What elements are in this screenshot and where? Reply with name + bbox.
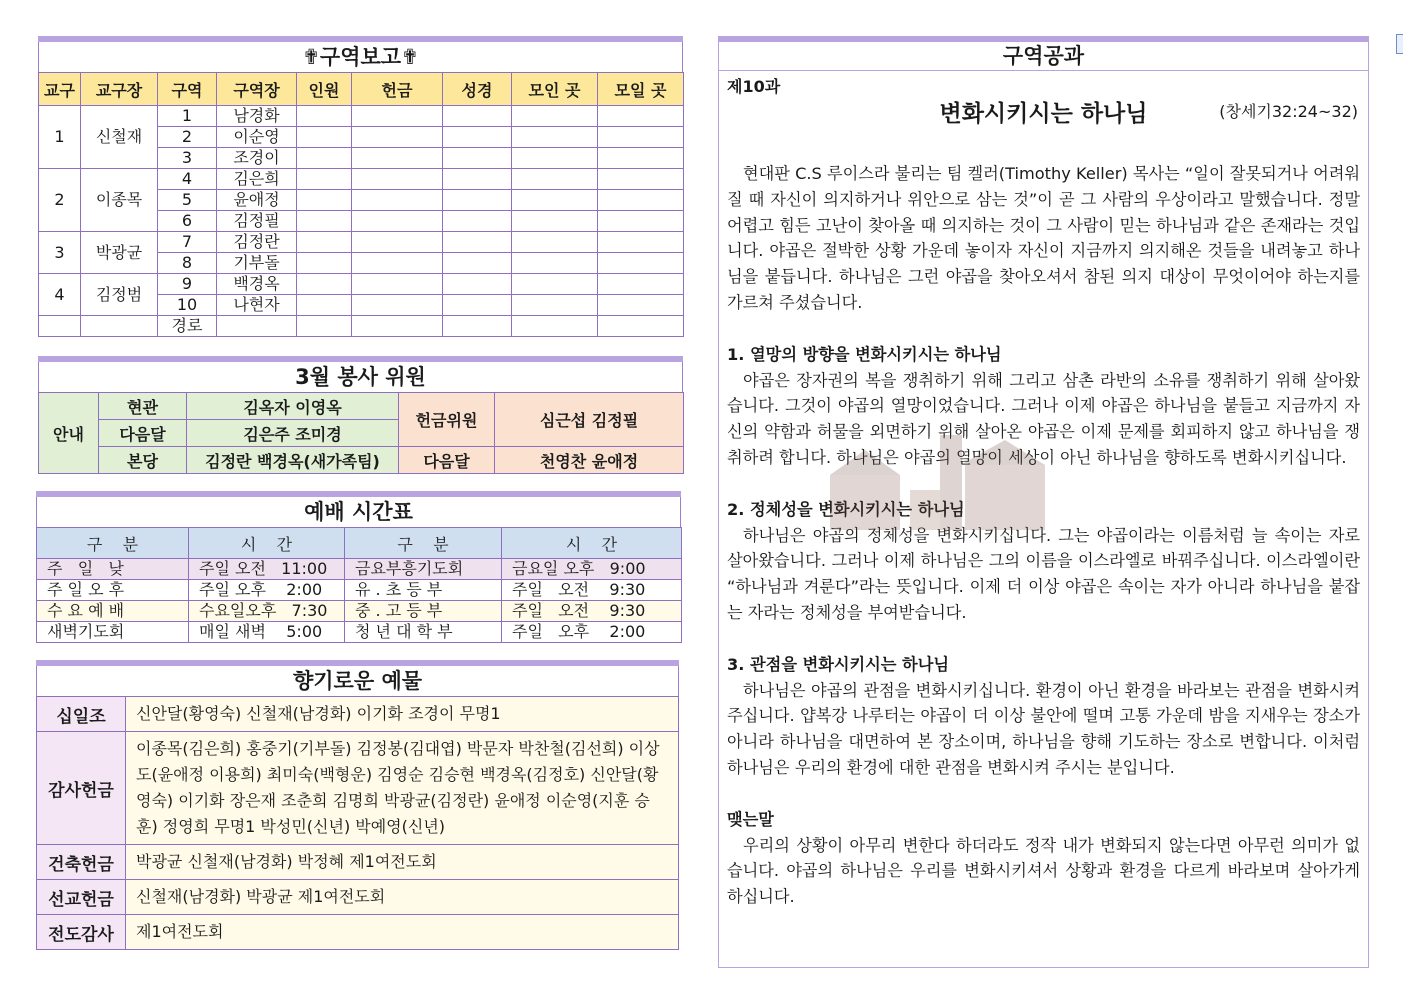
offering-type-label: 선교헌금 [37,880,126,915]
empty-entry-cell[interactable] [352,169,443,190]
schedule-title: 예배 시간표 [36,497,681,527]
offering-type-label: 건축헌금 [37,845,126,880]
district-number-cell: 7 [158,232,217,253]
empty-entry-cell[interactable] [443,148,512,169]
names-cell: 김옥자 이영옥 [187,393,399,420]
lesson-title: 변화시키시는 하나님 [939,101,1148,127]
empty-entry-cell[interactable] [598,148,684,169]
next-label: 다음달 [399,447,495,474]
offering-names: 제1여전도회 [126,915,679,950]
offering-type-label: 전도감사 [37,915,126,950]
empty-entry-cell[interactable] [297,253,352,274]
table-row [39,232,684,253]
empty-entry-cell[interactable] [352,232,443,253]
empty-entry-cell[interactable] [352,106,443,127]
empty-entry-cell[interactable] [443,316,512,337]
column-header: 모일 곳 [598,73,684,106]
district-number-cell: 10 [158,295,217,316]
offering-names: 신철재(남경화) 박광균 제1여전도회 [126,880,679,915]
table-row [37,559,682,580]
empty-entry-cell[interactable] [598,295,684,316]
empty-entry-cell[interactable] [297,190,352,211]
schedule-cell: 주 일 오 후 [37,580,189,601]
schedule-table [36,527,682,643]
district-report-table [38,72,684,337]
empty-entry-cell[interactable] [443,274,512,295]
empty-entry-cell[interactable] [512,232,598,253]
column-header: 모인 곳 [512,73,598,106]
district-leader-cell: 김은희 [217,169,297,190]
schedule-cell: 금요일 오후 9:00 [502,559,682,580]
empty-cell [39,316,81,337]
district-leader-cell: 조경이 [217,148,297,169]
table-row [37,880,679,915]
lesson-panel [718,36,1369,968]
schedule-section [36,491,681,643]
table-row [37,732,679,845]
offering-type-label: 감사헌금 [37,732,126,845]
column-header: 교구 [39,73,81,106]
empty-entry-cell[interactable] [352,211,443,232]
table-row [37,915,679,950]
district-leader-cell: 백경옥 [217,274,297,295]
empty-entry-cell[interactable] [512,148,598,169]
district-leader-cell: 남경화 [217,106,297,127]
lesson-header: 구역공과 [719,42,1368,71]
column-header: 구역장 [217,73,297,106]
place-cell: 본당 [99,447,187,474]
empty-entry-cell[interactable] [352,190,443,211]
lesson-number: 제10과 [727,77,781,96]
empty-entry-cell[interactable] [443,295,512,316]
empty-entry-cell[interactable] [598,127,684,148]
district-report-title: ✟구역보고✟ [38,42,683,72]
district-number-cell: 2 [158,127,217,148]
schedule-cell: 새벽기도회 [37,622,189,643]
volunteers-section [38,356,683,474]
parish-leader-cell: 신철재 [81,106,158,169]
empty-entry-cell[interactable] [598,106,684,127]
empty-entry-cell[interactable] [512,190,598,211]
empty-entry-cell[interactable] [297,127,352,148]
schedule-cell: 청 년 대 학 부 [345,622,502,643]
empty-entry-cell[interactable] [598,253,684,274]
district-number-cell: 1 [158,106,217,127]
schedule-cell: 주 일 낮 [37,559,189,580]
district-leader-cell: 기부돌 [217,253,297,274]
parish-cell: 3 [39,232,81,274]
section-text: 하나님은 야곱의 정체성을 변화시키십니다. 그는 야곱이라는 이름처럼 늘 속이는 자로 살아왔습니다. 그러나 이제 하나님은 그의 이름을 이스라엘로 바꿔주십니다. 이스라엘이란 “하나님과 겨룬다”라는 뜻입니다. 이제 더 이상 야곱은 속이는 자가 아니라 하나님을 붙잡는 자라는 정체성을 부여받습니다. [727,525,1360,622]
empty-entry-cell[interactable] [512,211,598,232]
empty-entry-cell[interactable] [352,316,443,337]
district-leader-cell: 윤애정 [217,190,297,211]
empty-entry-cell[interactable] [352,148,443,169]
elder-label-cell: 경로 [158,316,217,337]
section-heading: 맺는말 [727,809,774,829]
schedule-cell: 유 . 초 등 부 [345,580,502,601]
scripture-reference: (창세기32:24~32) [1219,102,1358,121]
table-row [37,845,679,880]
column-header: 구 분 [37,528,189,559]
empty-entry-cell[interactable] [512,295,598,316]
empty-entry-cell[interactable] [598,211,684,232]
column-header: 성경 [443,73,512,106]
district-leader-cell: 나현자 [217,295,297,316]
empty-entry-cell[interactable] [352,274,443,295]
district-number-cell: 8 [158,253,217,274]
section-text: 우리의 상황이 아무리 변한다 하더라도 정작 내가 변화되지 않는다면 아무런 의미가 없습니다. 야곱의 하나님은 우리를 변화시키셔서 상황과 환경을 다르게 바라보며 살아가게 하십니다. [727,835,1360,907]
empty-entry-cell[interactable] [352,127,443,148]
empty-entry-cell[interactable] [352,295,443,316]
empty-entry-cell[interactable] [297,316,352,337]
empty-entry-cell[interactable] [352,253,443,274]
empty-entry-cell[interactable] [297,211,352,232]
table-row [37,601,682,622]
section-heading: 2. 정체성을 변화시키시는 하나님 [727,499,965,519]
schedule-cell: 금요부흥기도회 [345,559,502,580]
empty-entry-cell[interactable] [598,274,684,295]
offering-type-label: 십일조 [37,697,126,732]
empty-entry-cell[interactable] [512,316,598,337]
empty-cell [81,316,158,337]
section-heading: 3. 관점을 변화시키시는 하나님 [727,654,949,674]
district-number-cell: 3 [158,148,217,169]
empty-entry-cell[interactable] [598,169,684,190]
column-header: 헌금 [352,73,443,106]
volunteers-table [38,392,684,474]
table-row [39,169,684,190]
empty-entry-cell[interactable] [217,316,297,337]
empty-entry-cell[interactable] [512,106,598,127]
offerings-section [36,660,679,950]
empty-entry-cell[interactable] [443,190,512,211]
empty-entry-cell[interactable] [297,274,352,295]
district-number-cell: 5 [158,190,217,211]
offering-names: 박광균 신철재(남경화) 박정혜 제1여전도회 [126,845,679,880]
table-row [37,697,679,732]
volunteers-title: 3월 봉사 위원 [38,362,683,392]
column-header: 시 간 [189,528,345,559]
section-heading: 1. 열망의 방향을 변화시키시는 하나님 [727,344,1002,364]
column-header: 구역 [158,73,217,106]
empty-entry-cell[interactable] [297,106,352,127]
parish-leader-cell: 박광균 [81,232,158,274]
page-edge-indicator [1396,34,1403,54]
schedule-cell: 수 요 예 배 [37,601,189,622]
parish-cell: 4 [39,274,81,316]
district-number-cell: 6 [158,211,217,232]
section-text: 야곱은 장자권의 복을 쟁취하기 위해 그리고 삼촌 라반의 소유를 쟁취하기 위해 살아왔습니다. 그것이 야곱의 열망이었습니다. 그러나 이제 야곱은 하나님을 붙들고 지금까지 자신의 약함과 허물을 외면하기 위해 살아온 야곱은 이제 문제를 회피하지 않고 하나님을 쟁취하려 합니다. 하나님은 야곱의 열망이 세상이 아닌 하나님을 향하도록 변화시키십니다. [727,370,1360,467]
offering-label: 헌금위원 [399,393,495,447]
offering-names: 심근섭 김정필 [495,393,684,447]
district-number-cell: 9 [158,274,217,295]
table-row [37,622,682,643]
lesson-body [727,161,1360,910]
empty-entry-cell[interactable] [598,232,684,253]
schedule-cell: 주일 오전 9:30 [502,580,682,601]
column-header: 교구장 [81,73,158,106]
district-number-cell: 4 [158,169,217,190]
table-row [39,316,684,337]
empty-entry-cell[interactable] [443,169,512,190]
empty-entry-cell[interactable] [297,295,352,316]
place-cell: 현관 [99,393,187,420]
schedule-cell: 주일 오전 11:00 [189,559,345,580]
guide-label: 안내 [39,393,99,474]
column-header: 인원 [297,73,352,106]
parish-leader-cell: 이종목 [81,169,158,232]
empty-entry-cell[interactable] [598,190,684,211]
schedule-cell: 수요일오후 7:30 [189,601,345,622]
column-header: 구 분 [345,528,502,559]
table-row [39,274,684,295]
empty-entry-cell[interactable] [598,316,684,337]
parish-leader-cell: 김정범 [81,274,158,316]
empty-entry-cell[interactable] [297,148,352,169]
parish-cell: 1 [39,106,81,169]
district-leader-cell: 이순영 [217,127,297,148]
schedule-cell: 매일 새벽 5:00 [189,622,345,643]
section-text: 하나님은 야곱의 관점을 변화시키십니다. 환경이 아닌 환경을 바라보는 관점을 변화시켜 주십니다. 얍복강 나루터는 야곱이 더 이상 불안에 떨며 고통 가운데 밤을 지새우는 장소가 아니라 하나님을 대면하여 본 장소이며, 하나님을 향해 기도하는 장소로 변합니다. 이처럼 하나님은 우리의 환경에 대한 관점을 변화시켜 주시는 분입니다. [727,680,1360,777]
empty-entry-cell[interactable] [443,127,512,148]
empty-entry-cell[interactable] [297,169,352,190]
names-cell: 김정란 백경옥(새가족팀) [187,447,399,474]
empty-entry-cell[interactable] [512,274,598,295]
schedule-cell: 주일 오후 2:00 [189,580,345,601]
parish-cell: 2 [39,169,81,232]
column-header: 시 간 [502,528,682,559]
offering-names: 이종목(김은희) 홍중기(기부돌) 김정봉(김대엽) 박문자 박찬철(김선희) 이상도(윤애정 이용희) 최미숙(백형운) 김영순 김승현 백경옥(김정호) 신안달(황영숙) 이기화 장은재 조춘희 김명희 박광균(김정란) 윤애정 이순영(지훈 승훈) 정영희 무명1 박성민(신년) 박예영(신년) [126,732,679,845]
empty-entry-cell[interactable] [512,253,598,274]
offering-names: 신안달(황영숙) 신철재(남경화) 이기화 조경이 무명1 [126,697,679,732]
offerings-table [36,696,679,950]
schedule-cell: 중 . 고 등 부 [345,601,502,622]
lesson-intro: 현대판 C.S 루이스라 불리는 팀 켈러(Timothy Keller) 목사는 “일이 잘못되거나 어려워질 때 자신이 의지하거나 위안으로 삼는 것”이 곧 그 사람의 우상이라고 말했습니다. 정말 어렵고 힘든 고난이 찾아올 때 의지하는 것이 그 사람이 믿는 하나님과 같은 존재라는 것입니다. 야곱은 절박한 상황 가운데 놓이자 자신이 지금까지 의지해온 것들을 내려놓고 하나님을 붙듭니다. 하나님은 그런 야곱을 찾아오셔서 참된 의지 대상이 무엇이어야 하는지를 가르쳐 주셨습니다. [727,164,1360,312]
names-cell: 김은주 조미경 [187,420,399,447]
empty-entry-cell[interactable] [443,211,512,232]
offerings-title: 향기로운 예물 [36,666,679,696]
next-names: 천영찬 윤애정 [495,447,684,474]
table-row [37,580,682,601]
place-cell: 다음달 [99,420,187,447]
empty-entry-cell[interactable] [443,253,512,274]
empty-entry-cell[interactable] [512,169,598,190]
district-report-section [38,36,683,337]
district-leader-cell: 김정필 [217,211,297,232]
table-row [39,106,684,127]
empty-entry-cell[interactable] [512,127,598,148]
empty-entry-cell[interactable] [443,106,512,127]
schedule-cell: 주일 오후 2:00 [502,622,682,643]
empty-entry-cell[interactable] [443,232,512,253]
empty-entry-cell[interactable] [297,232,352,253]
schedule-cell: 주일 오전 9:30 [502,601,682,622]
district-leader-cell: 김정란 [217,232,297,253]
